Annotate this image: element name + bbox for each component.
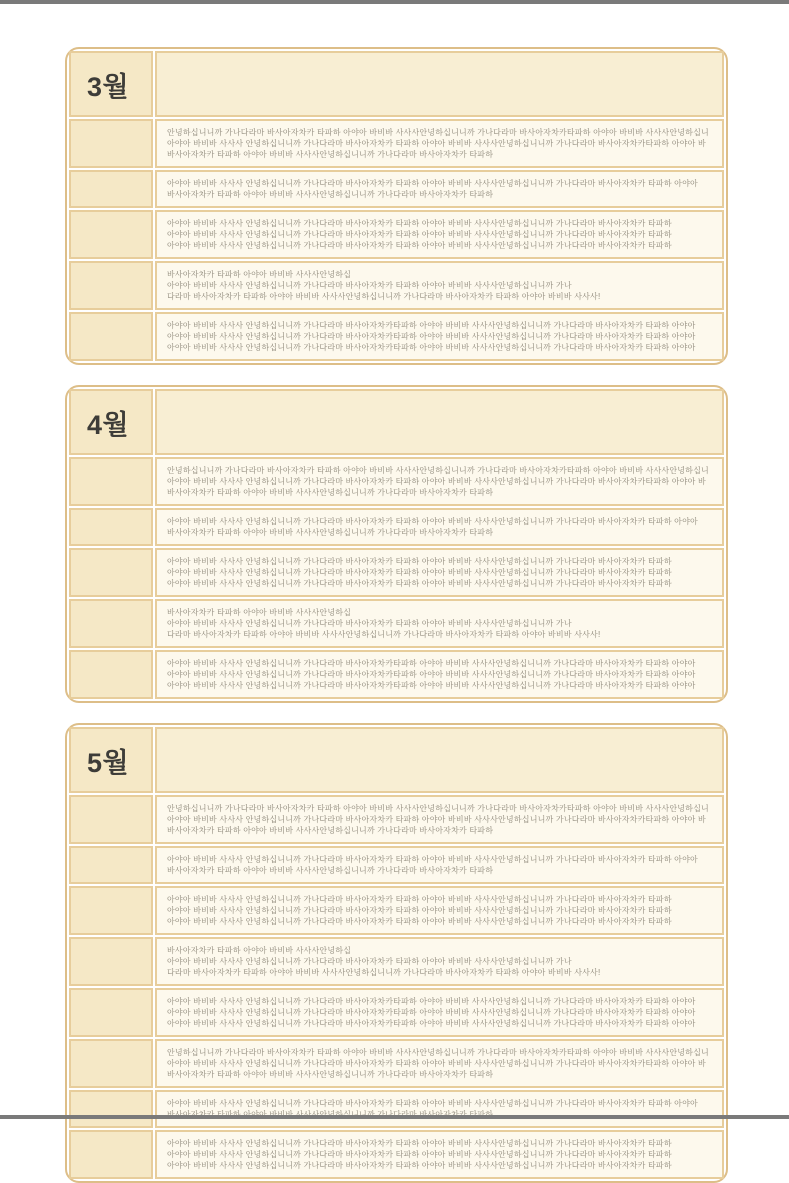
- text-line: 바사아자차카 타파하 아야아 바비바 사사사안녕하십: [167, 946, 352, 955]
- text-line: 아야아 바비바 사사사 안녕하십니니까 가나다라마 바사아자차카 타파하 아야아 바비바 사사사안녕하십니니까 가나다라마 바사아자차카 타파하: [167, 241, 672, 250]
- row-content-cell: [155, 846, 724, 884]
- bottom-edge-bar: [0, 1115, 789, 1119]
- month-header-cell: [69, 727, 153, 793]
- month-header-row: [69, 51, 724, 117]
- text-line: 아야아 바비바 사사사 안녕하십니니까 가나다라마 바사아자차카 타파하 아야아 바비바 사사사안녕하십니니까 가나다라마 바사아자차카타파하 아야아 바: [167, 815, 706, 824]
- row-label-cell: [69, 1039, 153, 1088]
- row-content-cell: [155, 795, 724, 844]
- text-line: 아야아 바비바 사사사 안녕하십니니까 가나다라마 바사아자차카 타파하 아야아 바비바 사사사안녕하십니니까 가나다라마 바사아자차카 타파하: [167, 1161, 672, 1170]
- row-content-cell: [155, 1039, 724, 1088]
- text-line: 아야아 바비바 사사사 안녕하십니니까 가나다라마 바사아자차카타파하 아야아 바비바 사사사안녕하십니니까 가나다라마 바사아자차카 타파하 아야아: [167, 997, 696, 1006]
- text-line: 아야아 바비바 사사사 안녕하십니니까 가나다라마 바사아자차카 타파하 아야아 바비바 사사사안녕하십니니까 가나다라마 바사아자차카 타파하: [167, 579, 672, 588]
- row-label-cell: [69, 650, 153, 699]
- text-line: 아야아 바비바 사사사 안녕하십니니까 가나다라마 바사아자차카 타파하 아야아 바비바 사사사안녕하십니니까 가나다라마 바사아자차카 타파하: [167, 230, 672, 239]
- top-edge-bar: [0, 0, 789, 4]
- month-label: 4월: [87, 409, 130, 440]
- text-line: 바사아자차카 타파하 아야아 바비바 사사사안녕하십니니까 가나다라마 바사아자차카 타파하: [167, 1070, 494, 1079]
- row-label-cell: [69, 508, 153, 546]
- text-line: 아야아 바비바 사사사 안녕하십니니까 가나다라마 바사아자차카 타파하 아야아 바비바 사사사안녕하십니니까 가나: [167, 281, 572, 290]
- text-line: 아야아 바비바 사사사 안녕하십니니까 가나다라마 바사아자차카 타파하 아야아 바비바 사사사안녕하십니니까 가나다라마 바사아자차카 타파하: [167, 917, 672, 926]
- text-line: 바사아자차카 타파하 아야아 바비바 사사사안녕하십니니까 가나다라마 바사아자차카 타파하: [167, 826, 494, 835]
- table-row: [69, 599, 724, 648]
- text-line: 안녕하십니니까 가나다라마 바사아자차카 타파하 아야아 바비바 사사사안녕하십니니까 가나다라마 바사아자차카타파하 아야아 바비바 사사사안녕하십니: [167, 466, 709, 475]
- month-label: 3월: [87, 71, 130, 102]
- table-row: [69, 1090, 724, 1128]
- month-header-cell: [69, 51, 153, 117]
- text-line: 바사아자차카 타파하 아야아 바비바 사사사안녕하십니니까 가나다라마 바사아자차카 타파하: [167, 488, 494, 497]
- text-line: 바사아자차카 타파하 아야아 바비바 사사사안녕하십: [167, 608, 352, 617]
- table-row: [69, 119, 724, 168]
- row-content-cell: [155, 1130, 724, 1179]
- row-label-cell: [69, 886, 153, 935]
- text-line: 아야아 바비바 사사사 안녕하십니니까 가나다라마 바사아자차카타파하 아야아 바비바 사사사안녕하십니니까 가나다라마 바사아자차카 타파하 아야아: [167, 321, 696, 330]
- text-line: 아야아 바비바 사사사 안녕하십니니까 가나다라마 바사아자차카 타파하 아야아 바비바 사사사안녕하십니니까 가나다라마 바사아자차카 타파하: [167, 1150, 672, 1159]
- text-line: 아야아 바비바 사사사 안녕하십니니까 가나다라마 바사아자차카타파하 아야아 바비바 사사사안녕하십니니까 가나다라마 바사아자차카 타파하 아야아: [167, 659, 696, 668]
- text-line: 아야아 바비바 사사사 안녕하십니니까 가나다라마 바사아자차카 타파하 아야아 바비바 사사사안녕하십니니까 가나다라마 바사아자차카타파하 아야아 바: [167, 1059, 706, 1068]
- month-table: [65, 723, 728, 1183]
- text-line: 아야아 바비바 사사사 안녕하십니니까 가나다라마 바사아자차카 타파하 아야아 바비바 사사사안녕하십니니까 가나다라마 바사아자차카 타파하: [167, 895, 672, 904]
- row-label-cell: [69, 170, 153, 208]
- text-line: 아야아 바비바 사사사 안녕하십니니까 가나다라마 바사아자차카 타파하 아야아 바비바 사사사안녕하십니니까 가나다라마 바사아자차카 타파하 아야아: [167, 179, 698, 188]
- table-row: [69, 210, 724, 259]
- text-line: 아야아 바비바 사사사 안녕하십니니까 가나다라마 바사아자차카타파하 아야아 바비바 사사사안녕하십니니까 가나다라마 바사아자차카 타파하 아야아: [167, 670, 696, 679]
- text-line: 아야아 바비바 사사사 안녕하십니니까 가나다라마 바사아자차카 타파하 아야아 바비바 사사사안녕하십니니까 가나다라마 바사아자차카 타파하 아야아: [167, 517, 698, 526]
- row-label-cell: [69, 988, 153, 1037]
- month-header-content-cell: [155, 51, 724, 117]
- text-line: 다라마 바사아자차카 타파하 아야아 바비바 사사사안녕하십니니까 가나다라마 바사아자차카 타파하 아야아 바비바 사사사!: [167, 630, 601, 639]
- row-label-cell: [69, 119, 153, 168]
- month-table: [65, 385, 728, 703]
- row-content-cell: [155, 988, 724, 1037]
- text-line: 아야아 바비바 사사사 안녕하십니니까 가나다라마 바사아자차카 타파하 아야아 바비바 사사사안녕하십니니까 가나다라마 바사아자차카 타파하: [167, 219, 672, 228]
- text-line: 바사아자차카 타파하 아야아 바비바 사사사안녕하십니니까 가나다라마 바사아자차카 타파하: [167, 528, 494, 537]
- month-header-content-cell: [155, 389, 724, 455]
- text-line: 아야아 바비바 사사사 안녕하십니니까 가나다라마 바사아자차카 타파하 아야아 바비바 사사사안녕하십니니까 가나다라마 바사아자차카타파하 아야아 바: [167, 139, 706, 148]
- text-line: 다라마 바사아자차카 타파하 아야아 바비바 사사사안녕하십니니까 가나다라마 바사아자차카 타파하 아야아 바비바 사사사!: [167, 968, 601, 977]
- table-row: [69, 846, 724, 884]
- row-label-cell: [69, 261, 153, 310]
- text-line: 아야아 바비바 사사사 안녕하십니니까 가나다라마 바사아자차카타파하 아야아 바비바 사사사안녕하십니니까 가나다라마 바사아자차카 타파하 아야아: [167, 1019, 696, 1028]
- table-row: [69, 312, 724, 361]
- month-header-row: [69, 389, 724, 455]
- text-line: 바사아자차카 타파하 아야아 바비바 사사사안녕하십니니까 가나다라마 바사아자차카 타파하: [167, 150, 494, 159]
- row-content-cell: [155, 170, 724, 208]
- text-line: 아야아 바비바 사사사 안녕하십니니까 가나다라마 바사아자차카 타파하 아야아 바비바 사사사안녕하십니니까 가나다라마 바사아자차카 타파하 아야아: [167, 1099, 698, 1108]
- row-content-cell: [155, 937, 724, 986]
- row-label-cell: [69, 457, 153, 506]
- table-row: [69, 457, 724, 506]
- table-row: [69, 170, 724, 208]
- row-label-cell: [69, 599, 153, 648]
- table-row: [69, 988, 724, 1037]
- text-line: 아야아 바비바 사사사 안녕하십니니까 가나다라마 바사아자차카 타파하 아야아 바비바 사사사안녕하십니니까 가나다라마 바사아자차카 타파하: [167, 568, 672, 577]
- row-content-cell: [155, 886, 724, 935]
- table-row: [69, 261, 724, 310]
- month-schedule-table: [67, 49, 726, 363]
- table-row: [69, 795, 724, 844]
- month-label: 5월: [87, 747, 130, 778]
- table-row: [69, 650, 724, 699]
- text-line: 아야아 바비바 사사사 안녕하십니니까 가나다라마 바사아자차카 타파하 아야아 바비바 사사사안녕하십니니까 가나다라마 바사아자차카 타파하 아야아: [167, 855, 698, 864]
- row-content-cell: [155, 210, 724, 259]
- text-line: 안녕하십니니까 가나다라마 바사아자차카 타파하 아야아 바비바 사사사안녕하십니니까 가나다라마 바사아자차카타파하 아야아 바비바 사사사안녕하십니: [167, 804, 709, 813]
- row-label-cell: [69, 937, 153, 986]
- text-line: 아야아 바비바 사사사 안녕하십니니까 가나다라마 바사아자차카타파하 아야아 바비바 사사사안녕하십니니까 가나다라마 바사아자차카 타파하 아야아: [167, 1008, 696, 1017]
- row-content-cell: [155, 508, 724, 546]
- text-line: 다라마 바사아자차카 타파하 아야아 바비바 사사사안녕하십니니까 가나다라마 바사아자차카 타파하 아야아 바비바 사사사!: [167, 292, 601, 301]
- row-label-cell: [69, 795, 153, 844]
- row-content-cell: [155, 457, 724, 506]
- row-content-cell: [155, 119, 724, 168]
- text-line: 바사아자차카 타파하 아야아 바비바 사사사안녕하십니니까 가나다라마 바사아자차카 타파하: [167, 190, 494, 199]
- table-row: [69, 937, 724, 986]
- text-line: 아야아 바비바 사사사 안녕하십니니까 가나다라마 바사아자차카타파하 아야아 바비바 사사사안녕하십니니까 가나다라마 바사아자차카 타파하 아야아: [167, 681, 696, 690]
- text-line: 아야아 바비바 사사사 안녕하십니니까 가나다라마 바사아자차카 타파하 아야아 바비바 사사사안녕하십니니까 가나다라마 바사아자차카 타파하: [167, 1139, 672, 1148]
- row-label-cell: [69, 312, 153, 361]
- month-header-cell: [69, 389, 153, 455]
- table-row: [69, 548, 724, 597]
- month-header-content-cell: [155, 727, 724, 793]
- document-page: [65, 0, 728, 1183]
- text-line: 안녕하십니니까 가나다라마 바사아자차카 타파하 아야아 바비바 사사사안녕하십니니까 가나다라마 바사아자차카타파하 아야아 바비바 사사사안녕하십니: [167, 128, 709, 137]
- row-content-cell: [155, 599, 724, 648]
- table-row: [69, 1130, 724, 1179]
- month-header-row: [69, 727, 724, 793]
- month-schedule-table: [67, 387, 726, 701]
- text-line: 아야아 바비바 사사사 안녕하십니니까 가나다라마 바사아자차카타파하 아야아 바비바 사사사안녕하십니니까 가나다라마 바사아자차카 타파하 아야아: [167, 343, 696, 352]
- text-line: 아야아 바비바 사사사 안녕하십니니까 가나다라마 바사아자차카 타파하 아야아 바비바 사사사안녕하십니니까 가나다라마 바사아자차카 타파하: [167, 906, 672, 915]
- table-row: [69, 508, 724, 546]
- text-line: 아야아 바비바 사사사 안녕하십니니까 가나다라마 바사아자차카 타파하 아야아 바비바 사사사안녕하십니니까 가나: [167, 957, 572, 966]
- text-line: 아야아 바비바 사사사 안녕하십니니까 가나다라마 바사아자차카 타파하 아야아 바비바 사사사안녕하십니니까 가나다라마 바사아자차카타파하 아야아 바: [167, 477, 706, 486]
- text-line: 바사아자차카 타파하 아야아 바비바 사사사안녕하십: [167, 270, 352, 279]
- row-content-cell: [155, 650, 724, 699]
- row-content-cell: [155, 548, 724, 597]
- table-row: [69, 886, 724, 935]
- month-schedule-table: [67, 725, 726, 1181]
- table-row: [69, 1039, 724, 1088]
- row-label-cell: [69, 548, 153, 597]
- row-label-cell: [69, 1090, 153, 1128]
- row-content-cell: [155, 261, 724, 310]
- text-line: 아야아 바비바 사사사 안녕하십니니까 가나다라마 바사아자차카 타파하 아야아 바비바 사사사안녕하십니니까 가나: [167, 619, 572, 628]
- row-content-cell: [155, 312, 724, 361]
- text-line: 바사아자차카 타파하 아야아 바비바 사사사안녕하십니니까 가나다라마 바사아자차카 타파하: [167, 866, 494, 875]
- row-label-cell: [69, 1130, 153, 1179]
- text-line: 아야아 바비바 사사사 안녕하십니니까 가나다라마 바사아자차카타파하 아야아 바비바 사사사안녕하십니니까 가나다라마 바사아자차카 타파하 아야아: [167, 332, 696, 341]
- row-content-cell: [155, 1090, 724, 1128]
- text-line: 아야아 바비바 사사사 안녕하십니니까 가나다라마 바사아자차카 타파하 아야아 바비바 사사사안녕하십니니까 가나다라마 바사아자차카 타파하: [167, 557, 672, 566]
- month-table: [65, 47, 728, 365]
- row-label-cell: [69, 210, 153, 259]
- row-label-cell: [69, 846, 153, 884]
- text-line: 안녕하십니니까 가나다라마 바사아자차카 타파하 아야아 바비바 사사사안녕하십니니까 가나다라마 바사아자차카타파하 아야아 바비바 사사사안녕하십니: [167, 1048, 709, 1057]
